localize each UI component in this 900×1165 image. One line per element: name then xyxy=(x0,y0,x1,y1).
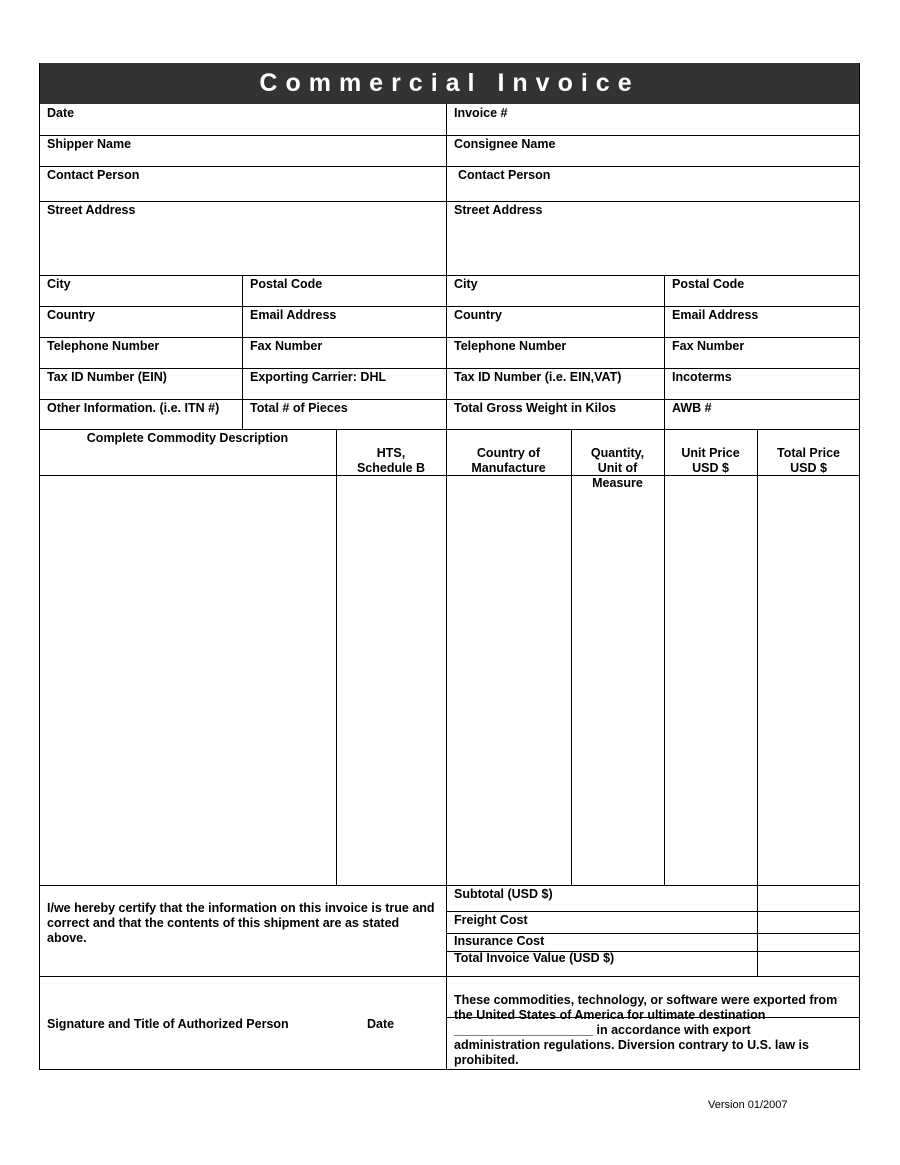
consignee-email-field[interactable] xyxy=(664,306,860,337)
shipper-fax-label: Fax Number xyxy=(250,339,323,353)
consignee-phone-label: Telephone Number xyxy=(454,339,567,353)
shipper-city-label: City xyxy=(47,277,71,291)
consignee-country-field[interactable] xyxy=(446,306,664,337)
other-information-label: Other Information. (i.e. ITN #) xyxy=(47,401,220,415)
header-commodity-description xyxy=(39,429,336,475)
freight-label: Freight Cost xyxy=(454,913,528,927)
shipper-phone-field[interactable] xyxy=(39,337,242,368)
insurance-label-cell xyxy=(446,933,757,951)
subtotal-label: Subtotal (USD $) xyxy=(454,887,553,901)
shipper-street-label: Street Address xyxy=(47,203,136,217)
shipper-tax-id-label: Tax ID Number (EIN) xyxy=(47,370,167,384)
unit-price-column[interactable] xyxy=(665,476,757,885)
hts-column[interactable] xyxy=(337,476,446,885)
total-invoice-value[interactable] xyxy=(757,951,860,976)
header-country-of-manufacture xyxy=(446,429,571,475)
shipper-phone-label: Telephone Number xyxy=(47,339,160,353)
header-label: Country of Manufacture xyxy=(471,446,546,475)
consignee-city-field[interactable] xyxy=(446,275,664,306)
export-notice-text: These commodities, technology, or software were exported from the United States of America for ultimate destination ____________________ in accordance with export administration regulations. Diversion contrary to U.S. law is prohibited. xyxy=(454,993,838,1067)
awb-field[interactable] xyxy=(664,399,860,429)
shipper-postal-field[interactable] xyxy=(242,275,446,306)
signature-field[interactable] xyxy=(39,977,446,1069)
gross-weight-label: Total Gross Weight in Kilos xyxy=(454,401,617,415)
invoice-number-label: Invoice # xyxy=(454,106,508,120)
header-label: HTS, Schedule B xyxy=(356,446,426,475)
shipper-postal-label: Postal Code xyxy=(250,277,323,291)
shipper-name-field[interactable] xyxy=(39,135,446,166)
header-label: Unit Price USD $ xyxy=(681,446,740,475)
shipper-fax-field[interactable] xyxy=(242,337,446,368)
consignee-contact-field[interactable] xyxy=(450,166,860,201)
shipper-tax-id-field[interactable] xyxy=(39,368,242,399)
header-label: Total Price USD $ xyxy=(777,446,840,475)
frame-bottom xyxy=(39,1069,860,1070)
header-label: Complete Commodity Description xyxy=(86,431,289,445)
quantity-column[interactable] xyxy=(572,476,664,885)
consignee-contact-label: Contact Person xyxy=(458,168,551,182)
freight-value[interactable] xyxy=(757,911,860,933)
consignee-tax-id-label: Tax ID Number (i.e. EIN,VAT) xyxy=(454,370,622,384)
consignee-email-label: Email Address xyxy=(672,308,759,322)
shipper-city-field[interactable] xyxy=(39,275,242,306)
consignee-name-field[interactable] xyxy=(446,135,860,166)
commercial-invoice-form xyxy=(39,63,860,1070)
other-information-field[interactable] xyxy=(39,399,242,429)
header-label: Quantity, Unit of Measure xyxy=(590,446,645,490)
version-label: Version 01/2007 xyxy=(708,1099,788,1111)
header-hts xyxy=(336,429,446,475)
shipper-email-label: Email Address xyxy=(250,308,337,322)
shipper-name-label: Shipper Name xyxy=(47,137,132,151)
date-label: Date xyxy=(47,106,75,120)
shipper-country-field[interactable] xyxy=(39,306,242,337)
header-total-price xyxy=(757,429,860,475)
shipper-email-field[interactable] xyxy=(242,306,446,337)
consignee-street-field[interactable] xyxy=(446,201,860,275)
shipper-street-field[interactable] xyxy=(39,201,446,275)
total-invoice-label-cell xyxy=(446,951,757,976)
total-pieces-field[interactable] xyxy=(242,399,446,429)
header-quantity xyxy=(571,429,664,490)
consignee-country-label: Country xyxy=(454,308,502,322)
shipper-country-label: Country xyxy=(47,308,95,322)
consignee-tax-id-field[interactable] xyxy=(446,368,664,399)
header-unit-price xyxy=(664,429,757,475)
consignee-fax-field[interactable] xyxy=(664,337,860,368)
shipper-contact-field[interactable] xyxy=(39,166,446,201)
exporting-carrier-field[interactable] xyxy=(242,368,446,399)
consignee-postal-label: Postal Code xyxy=(672,277,745,291)
date-field[interactable] xyxy=(39,104,446,135)
incoterms-label: Incoterms xyxy=(672,370,732,384)
freight-label-cell xyxy=(446,911,757,933)
signature-date-label: Date xyxy=(367,1017,395,1031)
subtotal-label-cell xyxy=(446,885,757,911)
certification-text: I/we hereby certify that the information on this invoice is true and correct and that the contents of this shipment are as stated above. xyxy=(47,901,435,945)
subtotal-value[interactable] xyxy=(757,885,860,911)
insurance-label: Insurance Cost xyxy=(454,934,545,948)
certification-statement xyxy=(39,899,446,976)
signature-label: Signature and Title of Authorized Person xyxy=(47,1017,289,1031)
awb-label: AWB # xyxy=(672,401,712,415)
total-price-column[interactable] xyxy=(758,476,859,885)
consignee-name-label: Consignee Name xyxy=(454,137,556,151)
invoice-number-field[interactable] xyxy=(446,104,860,135)
incoterms-field[interactable] xyxy=(664,368,860,399)
consignee-street-label: Street Address xyxy=(454,203,543,217)
gross-weight-field[interactable] xyxy=(446,399,664,429)
insurance-value[interactable] xyxy=(757,933,860,951)
exporting-carrier-label: Exporting Carrier: DHL xyxy=(250,370,387,384)
shipper-contact-label: Contact Person xyxy=(47,168,140,182)
country-of-manufacture-column[interactable] xyxy=(447,476,571,885)
form-title: Commercial Invoice xyxy=(39,63,860,104)
commodity-description-column[interactable] xyxy=(39,476,336,885)
consignee-fax-label: Fax Number xyxy=(672,339,745,353)
consignee-postal-field[interactable] xyxy=(664,275,860,306)
total-invoice-label: Total Invoice Value (USD $) xyxy=(454,951,615,965)
export-notice xyxy=(446,991,860,1069)
consignee-city-label: City xyxy=(454,277,478,291)
total-pieces-label: Total # of Pieces xyxy=(250,401,348,415)
consignee-phone-field[interactable] xyxy=(446,337,664,368)
